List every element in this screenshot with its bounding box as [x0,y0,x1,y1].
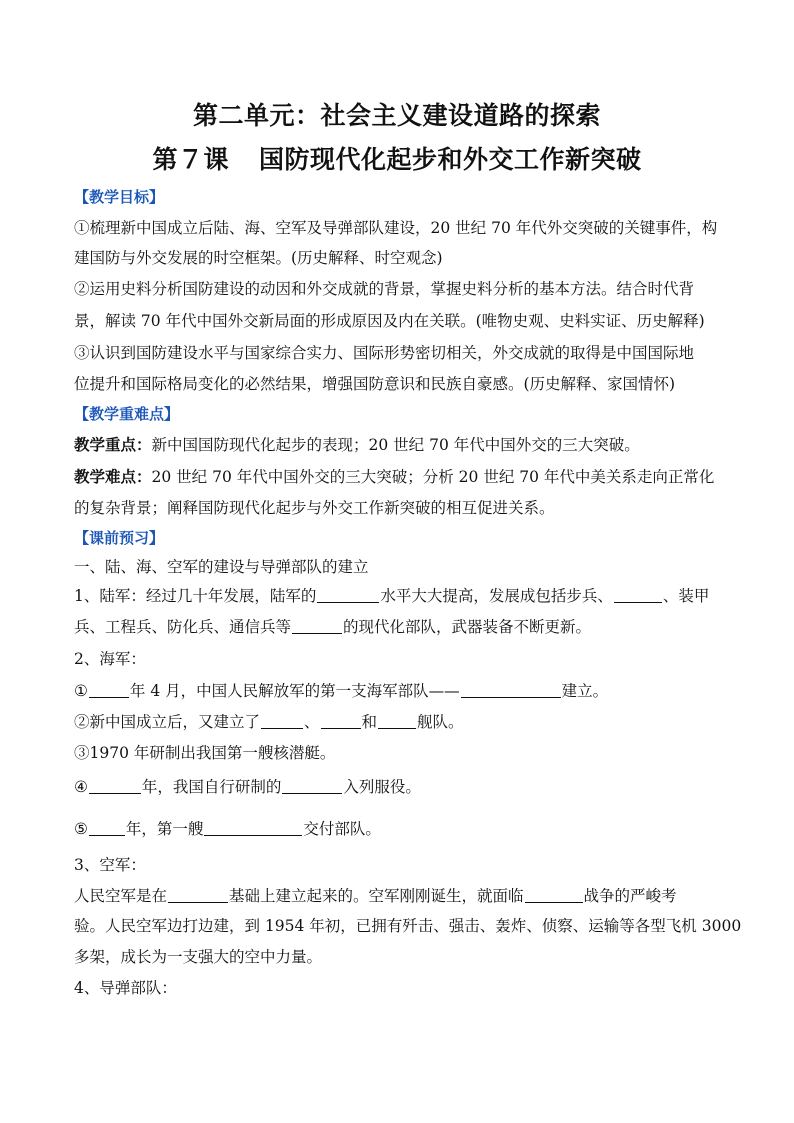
fill-blank[interactable] [525,884,583,903]
navy-heading: 2、海军： [74,650,146,668]
navy-item-5: ⑤ 年，第一艘 交付部队。 [74,813,742,845]
goal-2-line-2: 景，解读 70 年代中国外交新局面的形成原因及内在关联。(唯物史观、史料实证、历史解释) [74,312,705,330]
fill-blank[interactable] [461,679,561,698]
lesson-title [0,140,794,176]
section-heading-preview: 【课前预习】 [74,529,165,547]
lesson-number: 第７课 [152,145,229,174]
lesson-name: 国防现代化起步和外交工作新突破 [259,145,642,174]
air-heading: 3、空军： [74,856,146,874]
goal-1-line-1: ①梳理新中国成立后陆、海、空军及导弹部队建设，20 世纪 70 年代外交突破的关键事件，构 [74,219,718,237]
fill-blank[interactable] [282,775,342,794]
fill-blank[interactable] [317,584,379,603]
key-difficulty-text: 20 世纪 70 年代中国外交的三大突破；分析 20 世纪 70 年代中美关系走向正常化 [151,468,715,486]
goal-3-line-1: ③认识到国防建设水平与国家综合实力、国际形势密切相关，外交成就的取得是中国国际地 [74,344,695,362]
fill-blank[interactable] [292,615,342,634]
navy-item-3: ③1970 年研制出我国第一艘核潜艇。 [74,744,336,762]
key-difficulty-line-2: 的复杂背景；阐释国防现代化起步与外交工作新突破的相互促进关系。 [74,499,555,517]
fill-blank[interactable] [89,775,141,794]
key-focus [74,429,742,461]
goal-2-line-1: ②运用史料分析国防建设的动因和外交成就的背景，掌握史料分析的基本方法。结合时代背 [74,280,695,298]
navy-item-4: ④ 年，我国自行研制的 入列服役。 [74,771,742,803]
key-focus-label: 教学重点： [74,436,152,454]
navy-item-2: ②新中国成立后，又建立了 、 和 舰队。 [74,706,742,738]
air-line-2: 验。人民空军边打边建，到 1954 年初，已拥有歼击、强击、轰炸、侦察、运输等各型飞机 3000 [74,917,742,935]
fill-blank[interactable] [89,679,129,698]
fill-blank[interactable] [89,817,125,836]
key-difficulty-line-1 [74,461,742,493]
air-line-3: 多架，成长为一支强大的空中力量。 [74,948,323,966]
fill-blank[interactable] [378,710,416,729]
section-heading-key-points: 【教学重难点】 [74,405,180,423]
navy-item-1: ① 年 4 月，中国人民解放军的第一支海军部队—— 建立。 [74,675,742,707]
goal-1-line-2: 建国防与外交发展的时空框架。(历史解释、时空观念) [74,249,443,267]
fill-blank[interactable] [614,584,662,603]
missile-heading: 4、导弹部队： [74,979,177,997]
unit-title: 第二单元：社会主义建设道路的探索 [192,101,601,130]
fill-blank[interactable] [204,817,302,836]
air-line-1: 人民空军是在 基础上建立起来的。空军刚刚诞生，就面临 战争的严峻考 [74,880,742,912]
army-line-2: 兵、工程兵、防化兵、通信兵等 的现代化部队，武器装备不断更新。 [74,611,742,643]
section-heading-goals: 【教学目标】 [74,188,165,206]
fill-blank[interactable] [321,710,361,729]
key-difficulty-label: 教学难点： [74,468,152,486]
goal-3-line-2: 位提升和国际格局变化的必然结果，增强国防意识和民族自豪感。(历史解释、家国情怀) [74,375,676,393]
key-focus-text: 新中国国防现代化起步的表现；20 世纪 70 年代中国外交的三大突破。 [151,436,640,454]
army-line-1: 1、陆军：经过几十年发展，陆军的 水平大大提高，发展成包括步兵、 、装甲 [74,580,742,612]
fill-blank[interactable] [168,884,228,903]
fill-blank[interactable] [261,710,303,729]
preview-heading-1: 一、陆、海、空军的建设与导弹部队的建立 [74,558,369,576]
